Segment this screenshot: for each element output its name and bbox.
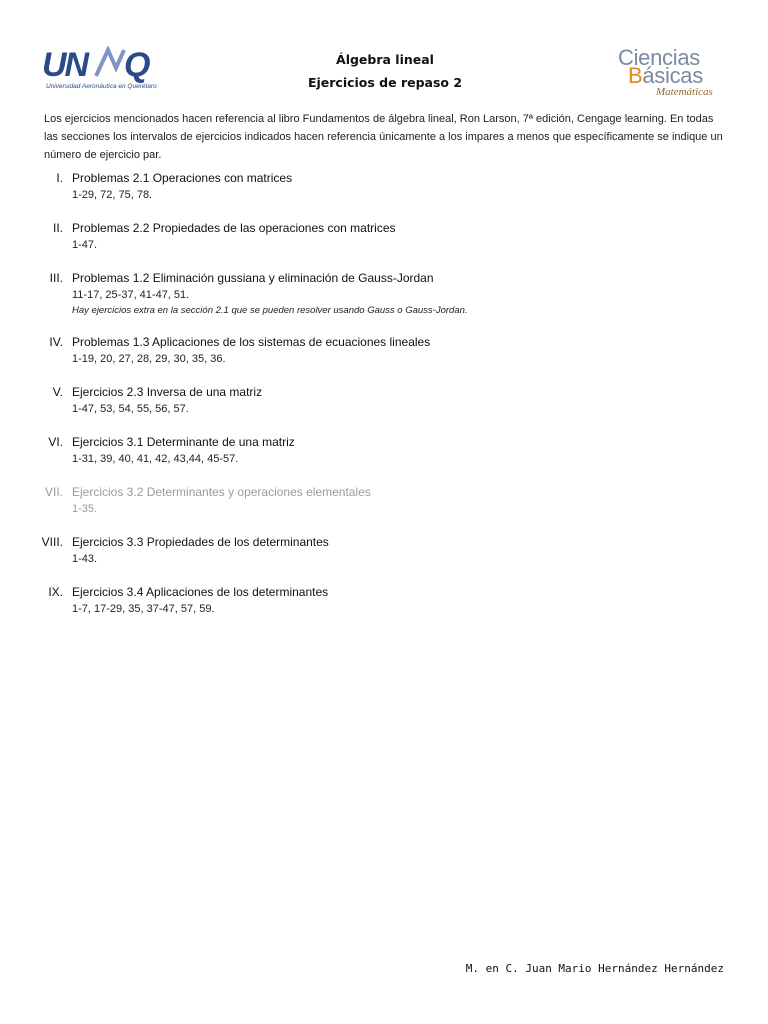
- item-number: III.: [49, 271, 63, 285]
- logo-word-basicas-rest: ásicas: [642, 63, 703, 88]
- page-subtitle: Ejercicios de repaso 2: [307, 75, 463, 90]
- list-item: [0, 584, 768, 618]
- item-title: Ejercicios 2.3 Inversa de una matriz: [72, 385, 263, 399]
- author-signature: M. en C. Juan Mario Hernández Hernández: [465, 962, 724, 975]
- item-exercises: 1-35.: [72, 503, 98, 515]
- exercise-list: [0, 170, 768, 634]
- unaq-logo-subtitle: Universidad Aeronáutica en Querétaro: [46, 83, 157, 90]
- item-number: VIII.: [41, 535, 63, 549]
- item-number: I.: [56, 171, 63, 185]
- item-number: II.: [52, 221, 63, 235]
- list-item: [0, 334, 768, 368]
- intro-paragraph: Los ejercicios mencionados hacen referencia al libro Fundamentos de álgebra lineal, Ron Larson, 7ª edición, Cengage learning. En todas las secciones los intervalos de ejercicios indicados hacen referencia únicamente a los impares a menos que específicamente se indique un número de ejercicio par.: [44, 113, 723, 161]
- page-title: Álgebra lineal: [336, 52, 434, 67]
- list-item-muted: [0, 484, 768, 518]
- item-title: Ejercicios 3.2 Determinantes y operaciones elementales: [72, 485, 371, 499]
- item-exercises: 11-17, 25-37, 41-47, 51.: [72, 289, 190, 301]
- logo-word-matematicas: Matemáticas: [656, 86, 713, 98]
- item-title: Problemas 1.2 Eliminación gussiana y eliminación de Gauss-Jordan: [72, 271, 434, 285]
- logo-word-basicas: [628, 64, 703, 88]
- page-header: [0, 0, 768, 110]
- list-item: [0, 534, 768, 568]
- item-exercises: 1-19, 20, 27, 28, 29, 30, 35, 36.: [72, 353, 226, 365]
- item-exercises: 1-29, 72, 75, 78.: [72, 189, 153, 201]
- item-number: IV.: [49, 335, 63, 349]
- logo-word-ciencias: Ciencias: [618, 45, 700, 70]
- item-title: Ejercicios 3.3 Propiedades de los determinantes: [72, 535, 329, 549]
- item-title: Ejercicios 3.1 Determinante de una matriz: [72, 435, 295, 449]
- item-exercises: 1-47, 53, 54, 55, 56, 57.: [72, 403, 189, 415]
- item-exercises: 1-31, 39, 40, 41, 42, 43,44, 45-57.: [72, 453, 239, 465]
- item-title: Ejercicios 3.4 Aplicaciones de los determinantes: [72, 585, 329, 599]
- item-title: Problemas 2.2 Propiedades de las operaciones con matrices: [72, 221, 396, 235]
- title-block: [250, 52, 520, 91]
- svg-text:Q: Q: [124, 46, 151, 84]
- list-item: [0, 220, 768, 254]
- item-title: Problemas 1.3 Aplicaciones de los sistemas de ecuaciones lineales: [72, 335, 431, 349]
- item-exercises: 1-47.: [72, 239, 98, 251]
- ciencias-basicas-logo: [610, 46, 730, 106]
- item-title: Problemas 2.1 Operaciones con matrices: [72, 171, 293, 185]
- item-number: V.: [52, 385, 63, 399]
- item-number: VI.: [48, 435, 63, 449]
- list-item: [0, 270, 768, 318]
- svg-text:UN: UN: [42, 46, 88, 84]
- list-item: [0, 170, 768, 204]
- item-exercises: 1-7, 17-29, 35, 37-47, 57, 59.: [72, 603, 215, 615]
- list-item: [0, 384, 768, 418]
- logo-letter-b: B: [628, 63, 643, 88]
- list-item: [0, 434, 768, 468]
- item-number: IX.: [48, 585, 63, 599]
- item-number: VII.: [44, 485, 63, 499]
- unaq-logo: [40, 46, 170, 100]
- item-exercises: 1-43.: [72, 553, 98, 565]
- item-note: Hay ejercicios extra en la sección 2.1 que se pueden resolver usando Gauss o Gauss-Jordan.: [72, 305, 468, 316]
